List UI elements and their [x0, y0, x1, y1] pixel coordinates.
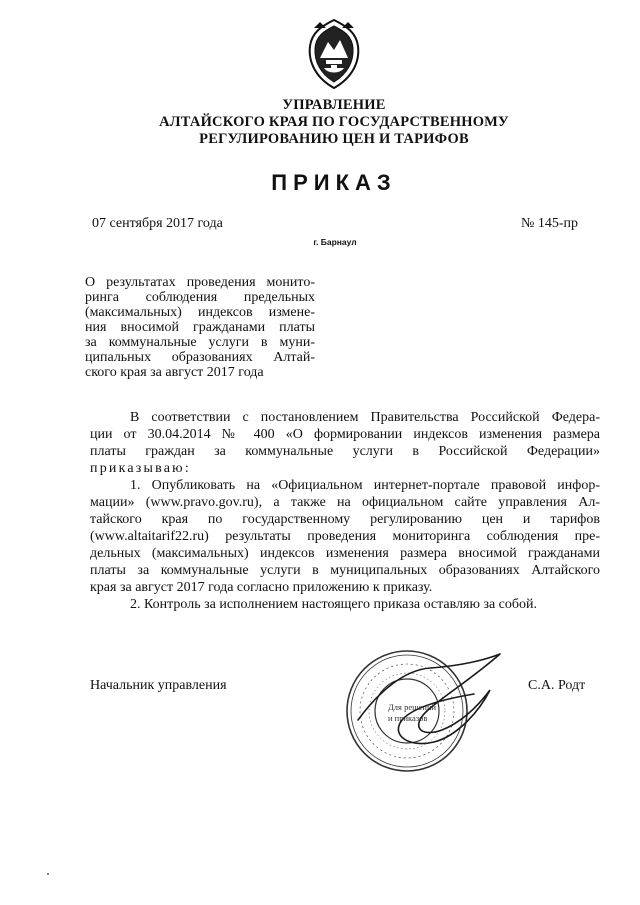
order-word: приказываю:	[90, 461, 191, 476]
document-date: 07 сентября 2017 года	[92, 216, 223, 231]
document-city: г. Барнаул	[313, 237, 357, 247]
signatory-title: Начальник управления	[90, 678, 227, 693]
preamble-line: платы граждан за коммунальные услуги в Российской Федерации»	[90, 444, 600, 459]
subject-line: О результатах проведения монито-	[85, 275, 315, 290]
item-1-line: мации» (www.pravo.gov.ru), а также на официальном сайте управления Ал-	[90, 495, 600, 510]
item-1-line: (www.altaitarif22.ru) результаты проведения мониторинга соблюдения пре-	[90, 529, 600, 544]
document-subject	[85, 275, 315, 380]
item-2-line: 2. Контроль за исполнением настоящего приказа оставляю за собой.	[130, 597, 538, 612]
subject-line: ния вносимой гражданами платы	[85, 320, 315, 335]
document-body	[90, 409, 600, 613]
item-1-line: 1. Опубликовать на «Официальном интернет-портале правовой инфор-	[130, 478, 600, 493]
preamble-line: ции от 30.04.2014 № 400 «О формировании индексов изменения размера	[90, 427, 600, 442]
subject-line: ского края за август 2017 года	[85, 365, 264, 380]
item-1-line: тайского края по государственному регулированию цен и тарифов	[90, 512, 600, 527]
item-1-line: дельных (максимальных) индексов изменения размера вносимой гражданами	[90, 546, 600, 561]
preamble-line: В соответствии с постановлением Правительства Российской Федера-	[130, 410, 600, 425]
item-1-line: края за август 2017 года согласно приложению к приказу.	[90, 580, 433, 595]
subject-line: (максимальных) индексов измене-	[85, 305, 315, 320]
org-name-line-2: АЛТАЙСКОГО КРАЯ ПО ГОСУДАРСТВЕННОМУ	[159, 114, 509, 130]
org-name-line-1: УПРАВЛЕНИЕ	[282, 97, 386, 113]
altai-krai-coat-of-arms-icon	[302, 18, 366, 92]
item-1-line: платы за коммунальные услуги в муниципальных образованиях Алтайского	[90, 563, 600, 578]
subject-line: ринга соблюдения предельных	[85, 290, 315, 305]
document-type-title: ПРИКАЗ	[271, 170, 397, 195]
org-name-line-3: РЕГУЛИРОВАНИЮ ЦЕН И ТАРИФОВ	[199, 131, 469, 147]
handwritten-signature	[350, 650, 510, 750]
document-number: № 145-пр	[521, 216, 579, 231]
scan-dot	[47, 873, 49, 875]
subject-line: за коммунальные услуги в муни-	[85, 335, 315, 350]
subject-line: ципальных образованиях Алтай-	[85, 350, 315, 365]
stamp-text-2: и приказов	[388, 713, 428, 723]
stamp-text-1: Для решений	[388, 702, 437, 712]
signatory-name: С.А. Родт	[528, 678, 586, 693]
